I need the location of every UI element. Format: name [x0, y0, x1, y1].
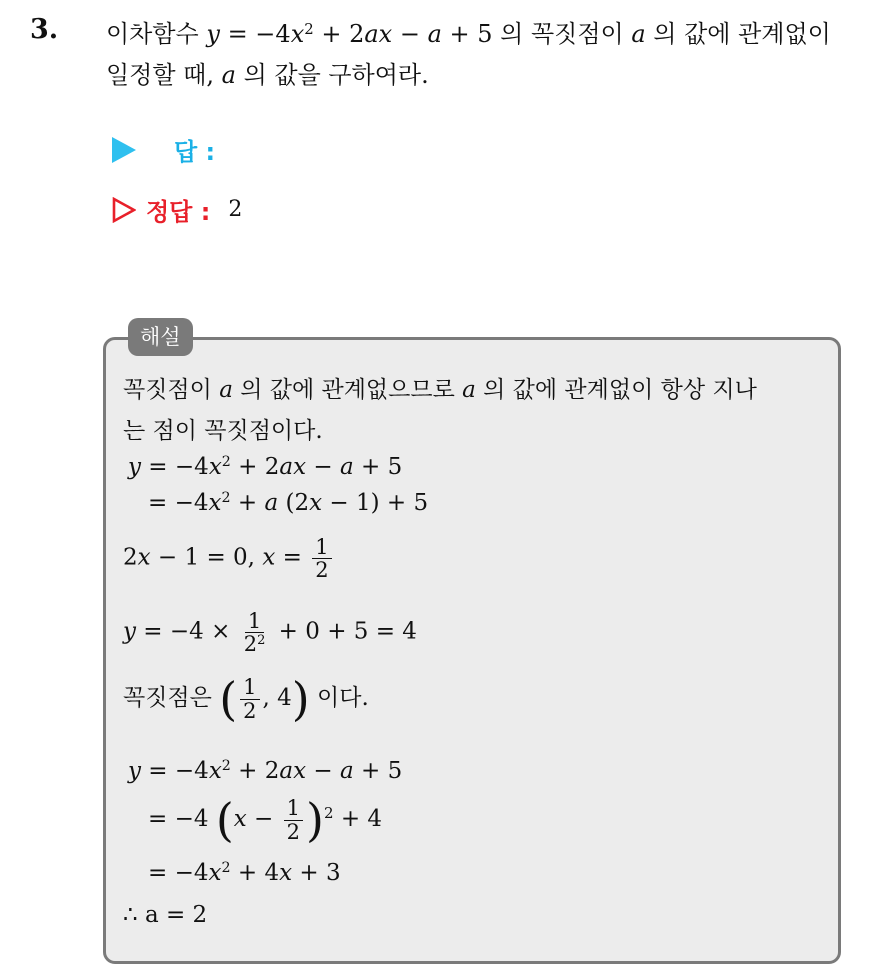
play-triangle-icon: [112, 137, 136, 163]
answer-row: [112, 132, 215, 167]
correct-answer-value: 2: [228, 197, 243, 222]
explanation-line-2: 는 점이 꼭짓점이다.: [123, 418, 323, 444]
correct-answer-label: 정답 :: [146, 198, 211, 226]
correct-answer-row: [112, 192, 242, 227]
problem-line-2: 일정할 때, a 의 값을 구하여라.: [106, 61, 429, 89]
problem-line-1: 이차함수 $y = -4x^2 + 2ax - a + 5$ 의 꼭짓점이 a 의 값에 관계없이: [106, 19, 831, 48]
equation-5: $y = -4x^2 + 2ax - a + 5$: [128, 758, 403, 784]
equation-1: $y = -4x^2 + 2ax - a + 5$: [128, 454, 403, 480]
answer-label: 답 :: [174, 138, 216, 166]
equation-6: = −4 (x − $\frac{1}{2}$ )$^2$ + 4: [148, 793, 383, 847]
equation-2: = $-4x^2 + a$ (2x − 1) + 5: [148, 490, 429, 516]
vertex-statement: 꼭짓점은 ( $\frac{1}{2}$ , 4) 이다.: [123, 672, 369, 726]
equation-3: 2x − 1 = 0, x = $\frac{1}{2}$: [123, 536, 335, 581]
conclusion: ∴ a = 2: [123, 902, 208, 928]
outline-triangle-icon: [112, 197, 136, 223]
explanation-tag: 해설: [128, 318, 193, 356]
problem-text: [106, 14, 866, 96]
problem-number: 3.: [30, 14, 59, 45]
equation-7: = $-4x^2 + 4x + 3$: [148, 860, 341, 886]
equation-4: y = −4 × $\frac{1}{2^2}$ + 0 + 5 = 4: [123, 609, 417, 657]
explanation-line-1: 꼭짓점이 a 의 값에 관계없으므로 a 의 값에 관계없이 항상 지나: [123, 377, 757, 403]
